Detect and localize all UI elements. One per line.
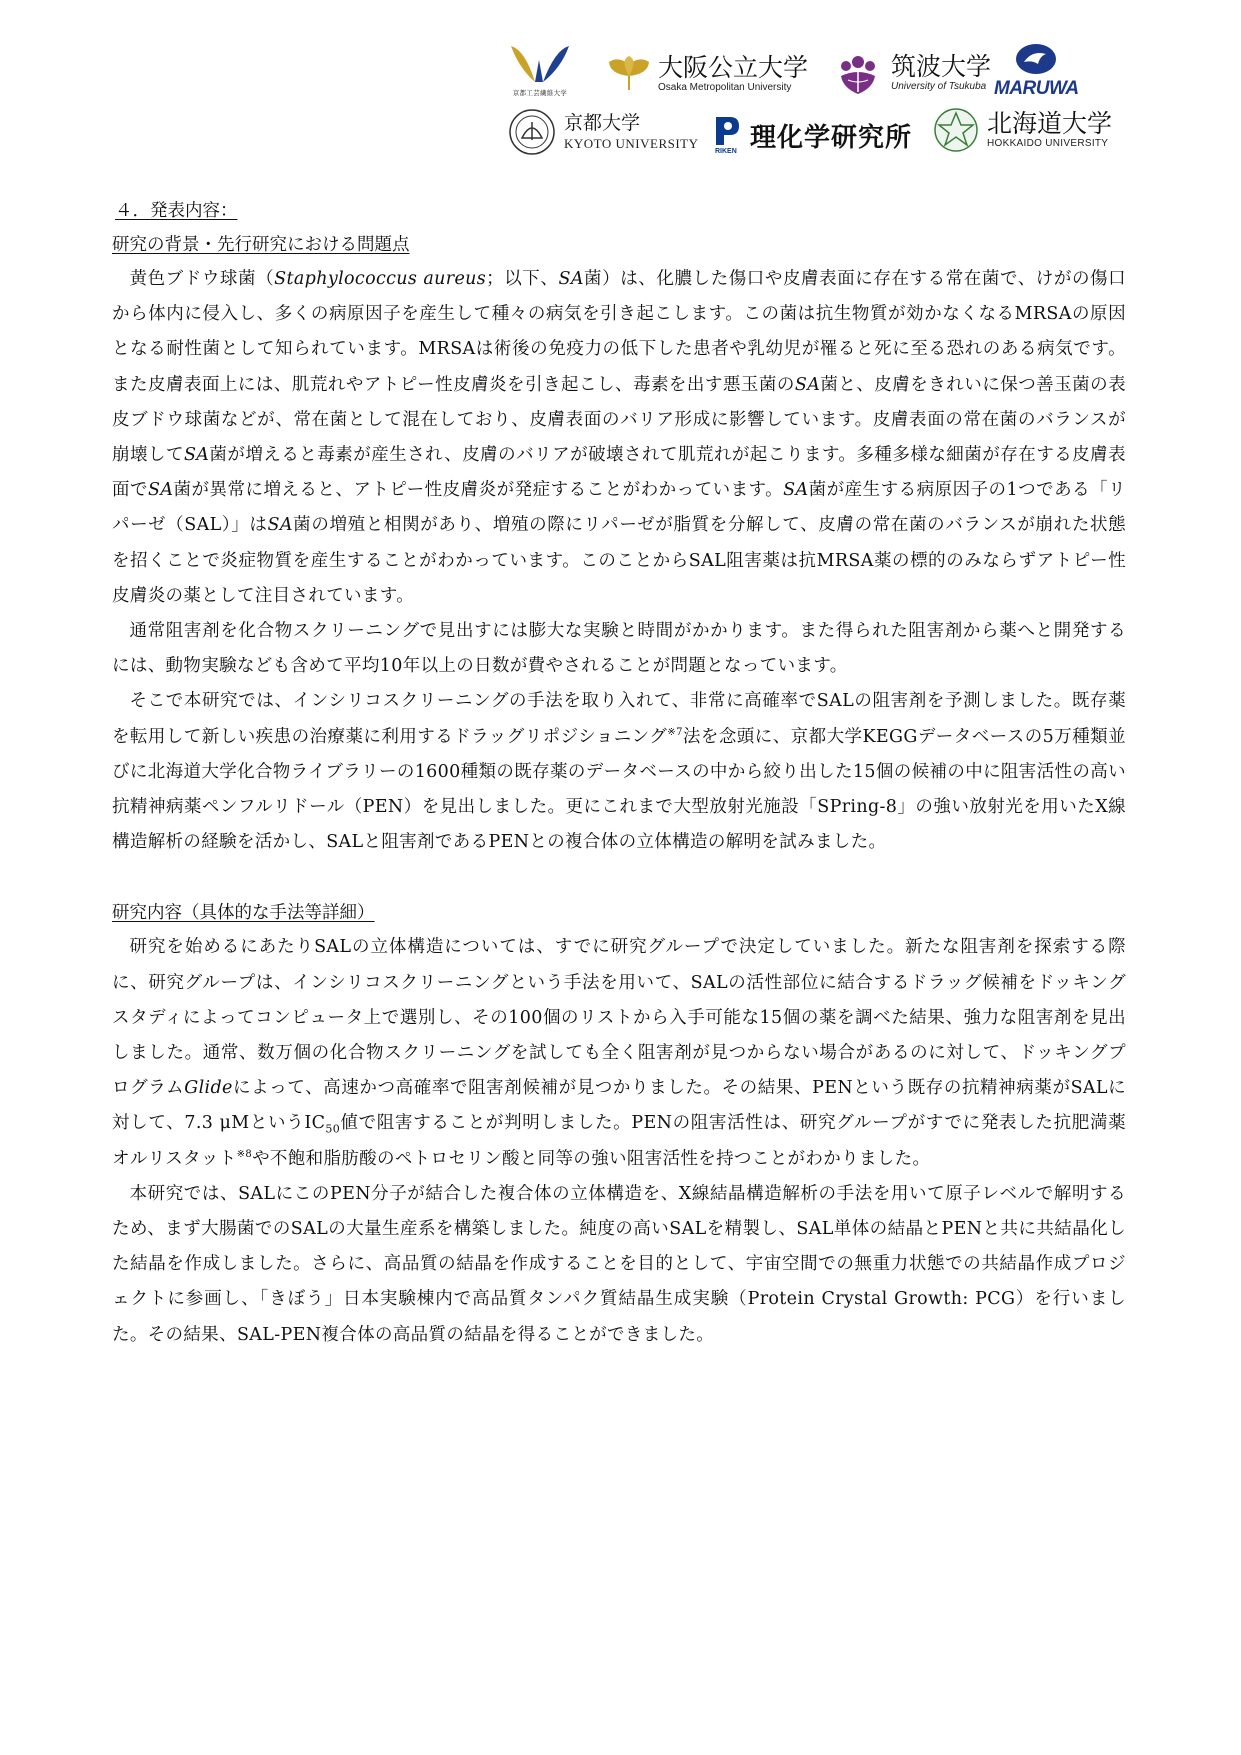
- omu-name-jp: 大阪公立大学: [658, 53, 809, 82]
- ic50-subscript: 50: [325, 1122, 341, 1136]
- riken-mark-text: RIKEN: [715, 148, 737, 155]
- methods-paragraph-1: 研究を始めるにあたりSALの立体構造については、すでに研究グループで決定していました。新たな阻害剤を探索する際に、研究グループは、インシリコスクリーニングという手法を用いて、SALの活性部位に結合するドラッグ候補をドッキングスタディによってコンピュータ上で選別し、その100個のリストから入手可能な15個の薬を調べた結果、強力な阻害剤を見出しました。通常、数万個の化合物スクリーニングを試しても全く阻害剤が見つからない場合があるのに対して、ドッキングプログラムGlideによって、高速かつ高確率で阻害剤候補が見つかりました。その結果、PENという既存の抗精神病薬がSALに対して、7.3 μMという$IC_{50}$値で阻害することが判明しました。PENの阻害活性は、研究グループがすでに発表した抗肥満薬オルリスタット$^{※8}$や不飽和脂肪酸のペトロセリン酸と同等の強い阻害活性を持つことがわかりました。: [112, 937, 1126, 1169]
- kit-name: 京都工芸繊維大学: [512, 90, 568, 97]
- ginkgo-leaf-icon: [606, 54, 652, 94]
- tsukuba-name-en: University of Tsukuba: [891, 81, 987, 92]
- hokudai-logo: [933, 107, 1112, 153]
- riken-logo: [712, 115, 912, 155]
- maruwa-emblem-icon: [1012, 42, 1060, 76]
- hokudai-name-en: HOKKAIDO UNIVERSITY: [987, 138, 1109, 149]
- kyoto-logo: [508, 108, 699, 156]
- footnote-ref-7: ※7: [667, 726, 683, 738]
- paulownia-crest-icon: [833, 48, 883, 98]
- kyoto-name-jp: 京都大学: [564, 112, 641, 134]
- omu-logo: [606, 54, 808, 94]
- background-paragraph-2: 通常阻害剤を化合物スクリーニングで見出すには膨大な実験と時間がかかります。また得られた阻害剤から薬へと開発するには、動物実験なども含めて平均10年以上の日数が費やされることが問題となっています。: [112, 621, 1126, 677]
- section-heading: ４．発表内容：: [115, 201, 238, 221]
- background-paragraph-3: そこで本研究では、インシリコスクリーニングの手法を取り入れて、非常に高確率でSALの阻害剤を予測しました。既存薬を転用して新しい疾患の治療薬に利用するドラッグリポジショニング$^{※7}$法を念頭に、京都大学KEGGデータベースの5万種類並びに北海道大学化合物ライブラリーの1600種類の既存薬のデータベースの中から絞り出した15個の候補の中に阻害活性の高い抗精神病薬ペンフルリドール（PEN）を見出しました。更にこれまで大型放射光施設「SPring-8」の強い放射光を用いたX線構造解析の経験を活かし、SALと阻害剤であるPENとの複合体の立体構造の解明を試みました。: [112, 691, 1126, 853]
- maruwa-name: MARUWA: [994, 78, 1079, 99]
- document-body: [112, 194, 1126, 1353]
- kyoto-name-en: KYOTO UNIVERSITY: [564, 136, 699, 151]
- background-paragraph-1: 黄色ブドウ球菌（Staphylococcus aureus；以下、SA菌）は、化膿した傷口や皮膚表面に存在する常在菌で、けがの傷口から体内に侵入し、多くの病原因子を産生して種々の病気を引き起こします。この菌は抗生物質が効かなくなるMRSAの原因となる耐性菌として知られています。MRSAは術後の免疫力の低下した患者や乳幼児が罹ると死に至る恐れのある病気です。また皮膚表面上には、肌荒れやアトピー性皮膚炎を引き起こし、毒素を出す悪玉菌のSA菌と、皮膚をきれいに保つ善玉菌の表皮ブドウ球菌などが、常在菌として混在しており、皮膚表面のバリア形成に影響しています。皮膚表面の常在菌のバランスが崩壊してSA菌が増えると毒素が産生され、皮膚のバリアが破壊されて肌荒れが起こります。多種多様な細菌が存在する皮膚表面でSA菌が異常に増えると、アトピー性皮膚炎が発症することがわかっています。SA菌が産生する病原因子の1つである「リパーゼ（SAL）」はSA菌の増殖と相関があり、増殖の際にリパーゼが脂質を分解して、皮膚の常在菌のバランスが崩れた状態を招くことで炎症物質を産生することがわかっています。このことからSAL阻害薬は抗MRSA薬の標的のみならずアトピー性皮膚炎の薬として注目されています。: [112, 269, 1126, 606]
- logo-header: [0, 0, 1241, 160]
- subsection-heading-background: 研究の背景・先行研究における問題点: [112, 235, 410, 255]
- riken-name-jp: 理化学研究所: [750, 122, 913, 153]
- kyoto-emblem-icon: [508, 108, 556, 156]
- hokudai-emblem-icon: [933, 107, 979, 153]
- methods-paragraph-2: 本研究では、SALにこのPEN分子が結合した複合体の立体構造を、X線結晶構造解析の手法を用いて原子レベルで解明するため、まず大腸菌でのSALの大量生産系を構築しました。純度の高いSALを精製し、SAL単体の結晶とPENと共に共結晶化した結晶を作成しました。さらに、高品質の結晶を作成することを目的として、宇宙空間での無重力状態での共結晶作成プロジェクトに参画し、「きぼう」日本実験棟内で高品質タンパク質結晶生成実験（Protein Crystal Growth: PCG）を行いました。その結果、SAL-PEN複合体の高品質の結晶を得ることができました。: [112, 1183, 1126, 1345]
- tsukuba-name-jp: 筑波大学: [891, 52, 992, 81]
- footnote-ref-8: ※8: [236, 1148, 253, 1160]
- omu-name-en: Osaka Metropolitan University: [658, 82, 792, 93]
- subsection-heading-methods: 研究内容（具体的な手法等詳細）: [112, 903, 375, 924]
- hokudai-name-jp: 北海道大学: [987, 109, 1113, 138]
- riken-mark-icon: [712, 115, 742, 155]
- maruwa-logo: [994, 42, 1079, 100]
- tsukuba-logo: [833, 48, 991, 98]
- kit-emblem-icon: [505, 42, 575, 86]
- kit-logo: [502, 42, 578, 104]
- section-gap: [112, 860, 1126, 896]
